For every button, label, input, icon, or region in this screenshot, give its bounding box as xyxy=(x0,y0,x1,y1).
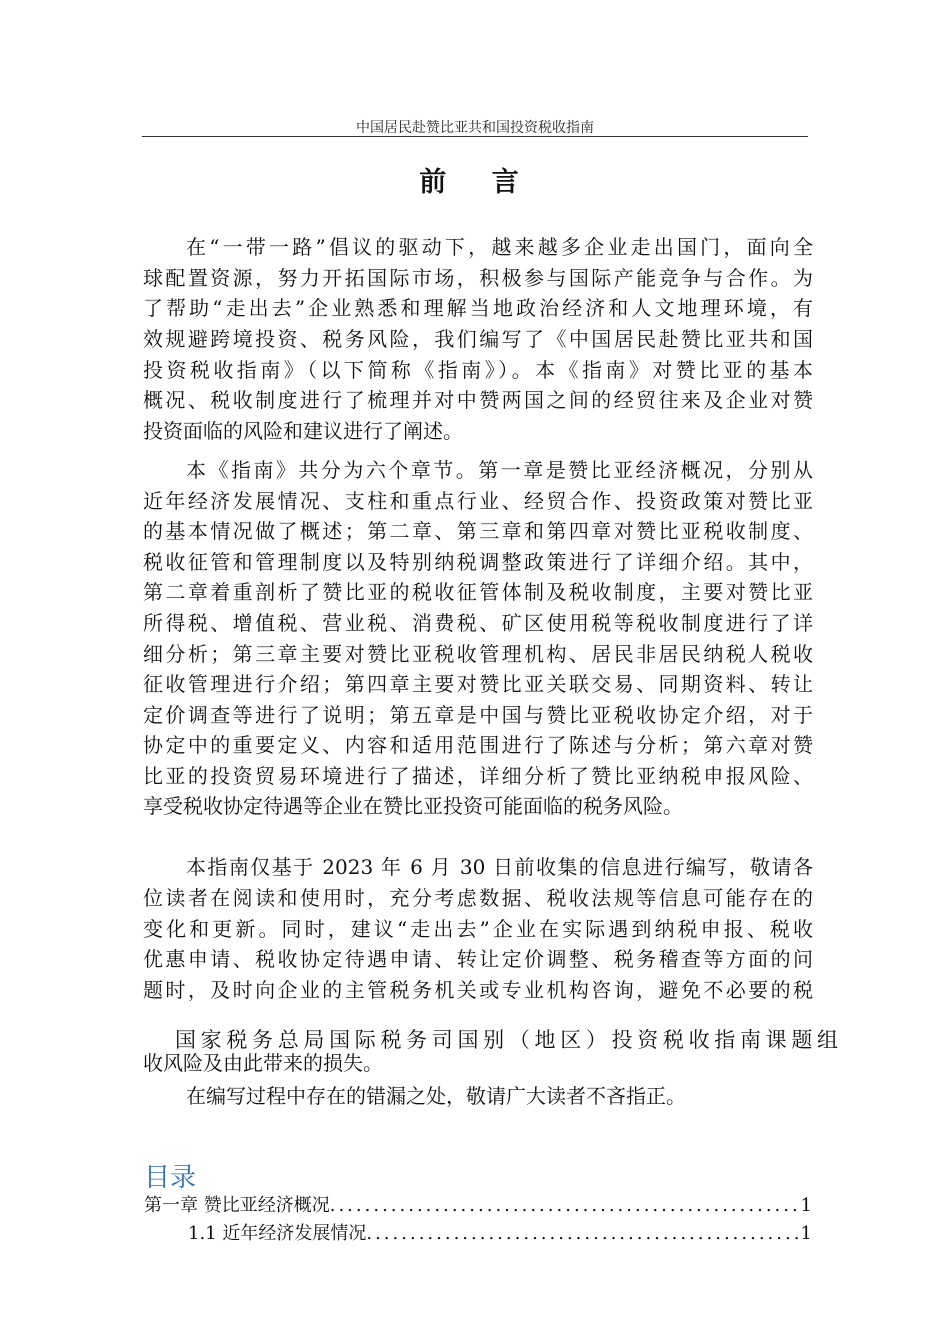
paragraph-line: 本指南仅基于 2023 年 6 月 30 日前收集的信息进行编写，敬请各 xyxy=(186,855,813,879)
header-rule xyxy=(142,136,808,137)
continuation-line: 收风险及由此带来的损失。 xyxy=(143,1051,383,1075)
paragraph-line: 投资面临的风险和建议进行了阐述。 xyxy=(143,419,463,443)
closing-line: 在编写过程中存在的错漏之处，敬请广大读者不吝指正。 xyxy=(186,1084,686,1108)
toc-title: 目录 xyxy=(144,1163,197,1193)
paragraph-line: 效规避跨境投资、税务风险，我们编写了《中国居民赴赞比亚共和国 xyxy=(143,327,813,351)
running-header: 中国居民赴赞比亚共和国投资税收指南 xyxy=(356,120,594,136)
signature: 国家税务总局国际税务司国别（地区）投资税收指南课题组 xyxy=(175,1028,838,1052)
paragraph-line: 税收征管和管理制度以及特别纳税调整政策进行了详细介绍。其中， xyxy=(143,550,813,574)
paragraph-line: 球配置资源，努力开拓国际市场，积极参与国际产能竞争与合作。为 xyxy=(143,266,813,290)
toc-entry[interactable] xyxy=(144,1191,812,1217)
paragraph-line: 所得税、增值税、营业税、消费税、矿区使用税等税收制度进行了详 xyxy=(143,611,813,635)
paragraph-line: 协定中的重要定义、内容和适用范围进行了陈述与分析；第六章对赞 xyxy=(143,733,813,757)
toc-entry-label: 第一章 赞比亚经济概况 xyxy=(144,1195,330,1216)
toc-leader xyxy=(366,1223,800,1244)
paragraph-line: 比亚的投资贸易环境进行了描述，详细分析了赞比亚纳税申报风险、 xyxy=(143,764,813,788)
toc-leader xyxy=(330,1195,801,1216)
paragraph-line: 变化和更新。同时，建议“走出去”企业在实际遇到纳税申报、税收 xyxy=(143,917,813,941)
paragraph-line: 第二章着重剖析了赞比亚的税收征管体制及税收制度，主要对赞比亚 xyxy=(143,580,813,604)
paragraph-line: 在“一带一路”倡议的驱动下，越来越多企业走出国门，面向全 xyxy=(186,235,813,259)
paragraph-line: 概况、税收制度进行了梳理并对中赞两国之间的经贸往来及企业对赞 xyxy=(143,388,813,412)
paragraph-line: 本《指南》共分为六个章节。第一章是赞比亚经济概况，分别从 xyxy=(186,458,813,482)
toc-entry-page: 1 xyxy=(800,1195,812,1216)
paragraph-line: 细分析；第三章主要对赞比亚税收管理机构、居民非居民纳税人税收 xyxy=(143,642,813,666)
paragraph-line: 位读者在阅读和使用时，充分考虑数据、税收法规等信息可能存在的 xyxy=(143,886,813,910)
toc-entry-label: 1.1 近年经济发展情况 xyxy=(188,1223,367,1244)
paragraph-line: 题时，及时向企业的主管税务机关或专业机构咨询，避免不必要的税 xyxy=(143,978,813,1002)
paragraph-line: 投资税收指南》（以下简称《指南》）。本《指南》对赞比亚的基本 xyxy=(143,358,813,382)
paragraph-line: 优惠申请、税收协定待遇申请、转让定价调整、税务稽查等方面的问 xyxy=(143,947,813,971)
toc-entry-page: 1 xyxy=(800,1223,812,1244)
page-title: 前 言 xyxy=(419,167,537,198)
paragraph-line: 享受税收协定待遇等企业在赞比亚投资可能面临的税务风险。 xyxy=(143,794,683,818)
paragraph-line: 了帮助“走出去”企业熟悉和理解当地政治经济和人文地理环境，有 xyxy=(143,296,813,320)
paragraph-line: 的基本情况做了概述；第二章、第三章和第四章对赞比亚税收制度、 xyxy=(143,519,813,543)
toc-entry[interactable] xyxy=(188,1219,812,1245)
paragraph-line: 征收管理进行介绍；第四章主要对赞比亚关联交易、同期资料、转让 xyxy=(143,672,813,696)
paragraph-line: 定价调查等进行了说明；第五章是中国与赞比亚税收协定介绍，对于 xyxy=(143,703,813,727)
paragraph-line: 近年经济发展情况、支柱和重点行业、经贸合作、投资政策对赞比亚 xyxy=(143,489,813,513)
